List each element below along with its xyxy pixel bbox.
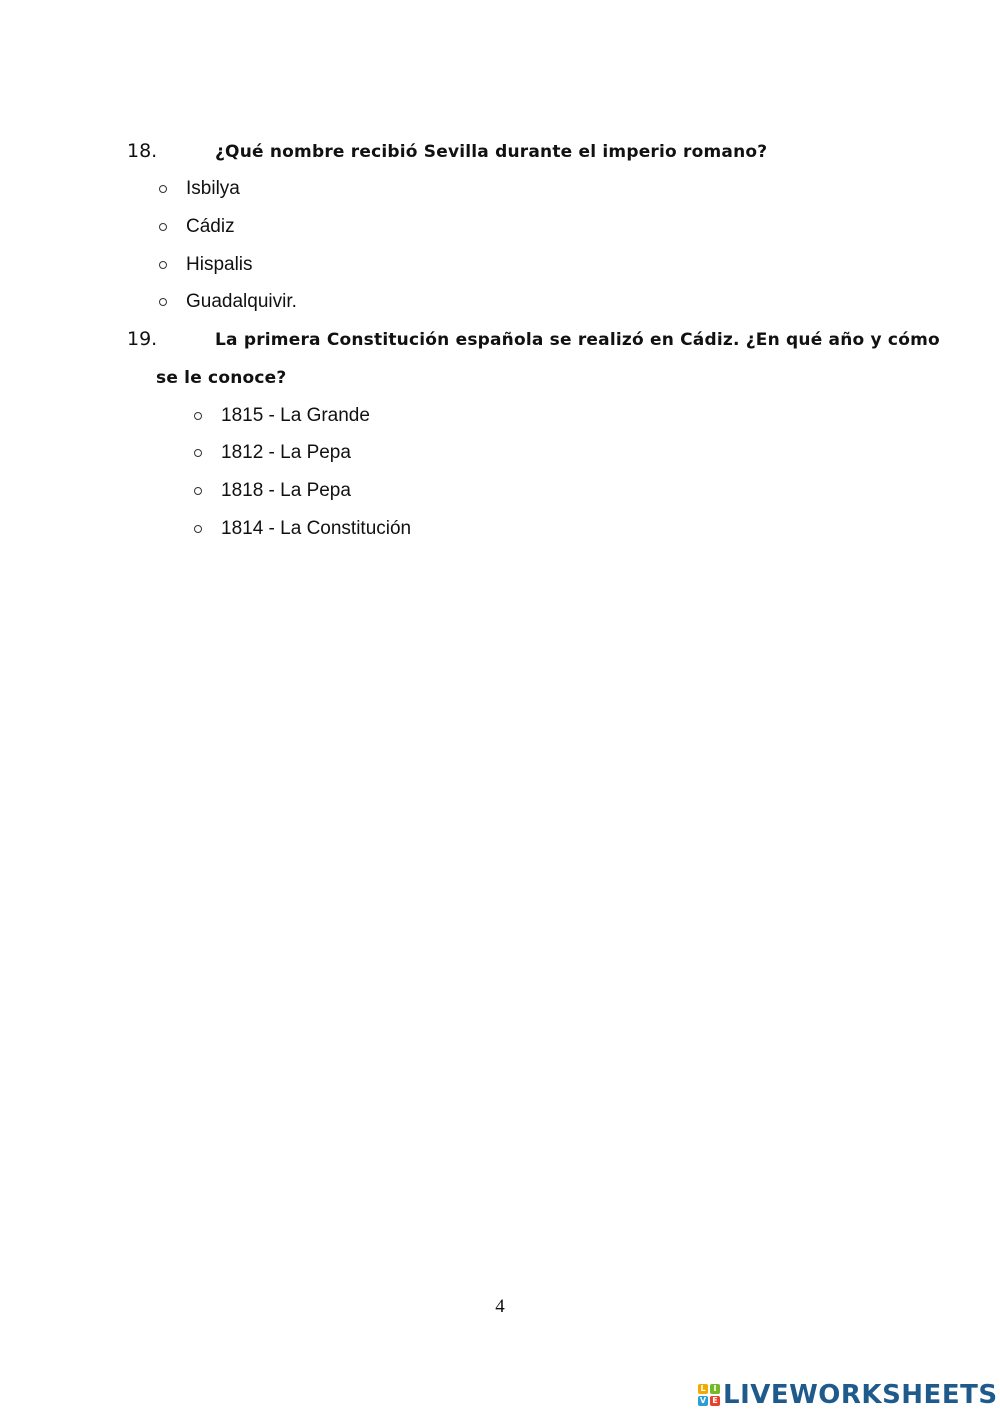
radio-button-icon[interactable] <box>159 261 167 269</box>
question-19-option-4[interactable] <box>194 518 411 540</box>
question-19-number: 19. <box>127 328 158 350</box>
logo-tile-l: L <box>698 1384 708 1394</box>
option-label: Hispalis <box>186 254 253 275</box>
logo-tile-v: V <box>699 1396 707 1405</box>
option-label: 1812 - La Pepa <box>221 442 351 463</box>
option-label: 1818 - La Pepa <box>221 480 351 501</box>
option-label: Isbilya <box>186 178 240 199</box>
question-19-option-3[interactable] <box>194 480 351 502</box>
logo-wordmark: LIVEWORKSHEETS <box>723 1380 998 1410</box>
question-19-option-1[interactable] <box>194 405 370 427</box>
liveworksheets-logo <box>698 1380 998 1410</box>
option-label: 1815 - La Grande <box>221 405 370 426</box>
question-18-number: 18. <box>127 140 158 162</box>
logo-tile-i: I <box>710 1384 720 1394</box>
radio-button-icon[interactable] <box>159 185 167 193</box>
question-18-option-4[interactable] <box>159 291 297 313</box>
question-18-option-1[interactable] <box>159 178 240 200</box>
radio-button-icon[interactable] <box>159 223 167 231</box>
radio-button-icon[interactable] <box>194 412 202 420</box>
option-label: 1814 - La Constitución <box>221 518 412 539</box>
radio-button-icon[interactable] <box>194 525 202 533</box>
logo-tile-e: E <box>710 1396 720 1406</box>
option-label: Guadalquivir. <box>186 291 297 312</box>
question-19-text-continued: se le conoce? <box>156 368 287 388</box>
logo-icon <box>698 1384 720 1406</box>
radio-button-icon[interactable] <box>194 487 202 495</box>
radio-button-icon[interactable] <box>194 449 202 457</box>
question-18-text: ¿Qué nombre recibió Sevilla durante el imperio romano? <box>215 142 768 162</box>
question-19-option-2[interactable] <box>194 442 351 464</box>
question-18-option-3[interactable] <box>159 254 253 276</box>
option-label: Cádiz <box>186 216 235 237</box>
question-18-option-2[interactable] <box>159 216 235 238</box>
radio-button-icon[interactable] <box>159 298 167 306</box>
page-number: 4 <box>495 1296 505 1317</box>
question-19-text: La primera Constitución española se realizó en Cádiz. ¿En qué año y cómo <box>215 330 940 350</box>
